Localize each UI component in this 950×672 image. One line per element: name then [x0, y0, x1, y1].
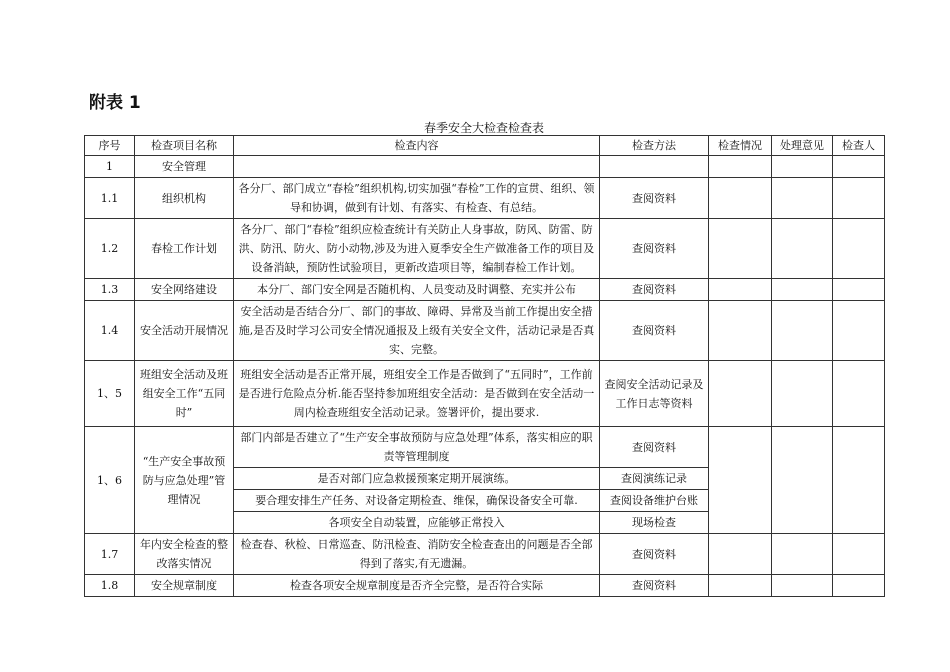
cell-method: 查阅资料 — [600, 219, 709, 279]
cell-method: 查阅安全活动记录及工作日志等资料 — [600, 361, 709, 427]
table-row — [85, 301, 885, 361]
cell-status — [709, 301, 772, 361]
table-caption: 春季安全大检查检查表 — [423, 121, 544, 135]
cell-opinion — [772, 427, 833, 534]
cell-item: 春检工作计划 — [135, 219, 234, 279]
cell-inspector — [833, 219, 885, 279]
cell-content: 各分厂、部门“春检”组织应检查统计有关防止人身事故，防风、防雷、防洪、防汛、防火、防小动物,涉及为进入夏季安全生产做准备工作的项目及设备消缺，预防性试验项目，更新改造项目等，编制春检工作计划。 — [234, 219, 600, 279]
cell-inspector — [833, 534, 885, 575]
cell-method — [600, 156, 709, 178]
cell-opinion — [772, 534, 833, 575]
cell-inspector — [833, 575, 885, 597]
cell-no: 1.1 — [85, 178, 135, 219]
cell-opinion — [772, 219, 833, 279]
cell-method: 现场检查 — [600, 512, 709, 534]
table-row — [85, 178, 885, 219]
header-opinion: 处理意见 — [772, 136, 833, 156]
cell-item: 安全管理 — [135, 156, 234, 178]
cell-content: 检查各项安全规章制度是否齐全完整，是否符合实际 — [234, 575, 600, 597]
cell-status — [709, 575, 772, 597]
cell-content: 检查春、秋检、日常巡查、防汛检查、消防安全检查查出的问题是否全部得到了落实,有无遗漏。 — [234, 534, 600, 575]
cell-item: 组织机构 — [135, 178, 234, 219]
cell-item: 安全活动开展情况 — [135, 301, 234, 361]
cell-method: 查阅资料 — [600, 178, 709, 219]
table-row — [85, 156, 885, 178]
table-row — [85, 427, 885, 468]
cell-content: 各项安全自动装置，应能够正常投入 — [234, 512, 600, 534]
cell-inspector — [833, 156, 885, 178]
table-row — [85, 279, 885, 301]
cell-inspector — [833, 361, 885, 427]
cell-status — [709, 178, 772, 219]
cell-inspector — [833, 301, 885, 361]
cell-method: 查阅演练记录 — [600, 468, 709, 490]
cell-opinion — [772, 156, 833, 178]
cell-method: 查阅资料 — [600, 427, 709, 468]
cell-status — [709, 279, 772, 301]
cell-no: 1、5 — [85, 361, 135, 427]
cell-opinion — [772, 361, 833, 427]
cell-no: 1、6 — [85, 427, 135, 534]
cell-opinion — [772, 301, 833, 361]
cell-status — [709, 361, 772, 427]
cell-content: 班组安全活动是否正常开展，班组安全工作是否做到了“五同时”，工作前是否进行危险点分析.能否坚持参加班组安全活动：是否做到在安全活动一周内检查班组安全活动记录。签署评价，提出要求. — [234, 361, 600, 427]
inspection-table — [84, 135, 885, 597]
header-no: 序号 — [85, 136, 135, 156]
attachment-title: 附表 1 — [89, 93, 141, 113]
cell-opinion — [772, 575, 833, 597]
cell-content: 本分厂、部门安全网是否随机构、人员变动及时调整、充实并公布 — [234, 279, 600, 301]
table-header-row — [85, 136, 885, 156]
cell-inspector — [833, 279, 885, 301]
cell-opinion — [772, 279, 833, 301]
cell-item: 安全网络建设 — [135, 279, 234, 301]
header-content: 检查内容 — [234, 136, 600, 156]
cell-method: 查阅设备维护台账 — [600, 490, 709, 512]
cell-item: “生产安全事故预防与应急处理”管理情况 — [135, 427, 234, 534]
cell-item: 安全规章制度 — [135, 575, 234, 597]
cell-status — [709, 534, 772, 575]
table-row — [85, 219, 885, 279]
cell-item: 年内安全检查的整改落实情况 — [135, 534, 234, 575]
header-item: 检查项目名称 — [135, 136, 234, 156]
cell-content: 部门内部是否建立了“生产安全事故预防与应急处理”体系，落实相应的职责等管理制度 — [234, 427, 600, 468]
header-status: 检查情况 — [709, 136, 772, 156]
cell-status — [709, 219, 772, 279]
table-row — [85, 534, 885, 575]
header-inspector: 检查人 — [833, 136, 885, 156]
cell-content: 安全活动是否结合分厂、部门的事故、障碍、异常及当前工作提出安全措施,是否及时学习公司安全情况通报及上级有关安全文件，活动记录是否真实、完整。 — [234, 301, 600, 361]
cell-no: 1.4 — [85, 301, 135, 361]
cell-no: 1 — [85, 156, 135, 178]
cell-status — [709, 156, 772, 178]
cell-inspector — [833, 427, 885, 534]
cell-content — [234, 156, 600, 178]
cell-no: 1.8 — [85, 575, 135, 597]
cell-method: 查阅资料 — [600, 301, 709, 361]
cell-no: 1.3 — [85, 279, 135, 301]
cell-method: 查阅资料 — [600, 575, 709, 597]
cell-method: 查阅资料 — [600, 279, 709, 301]
cell-no: 1.2 — [85, 219, 135, 279]
cell-opinion — [772, 178, 833, 219]
header-method: 检查方法 — [600, 136, 709, 156]
cell-item: 班组安全活动及班组安全工作“五同时” — [135, 361, 234, 427]
cell-method: 查阅资料 — [600, 534, 709, 575]
cell-content: 各分厂、部门成立“春检”组织机构,切实加强“春检”工作的宣贯、组织、领导和协调，做到有计划、有落实、有检查、有总结。 — [234, 178, 600, 219]
cell-status — [709, 427, 772, 534]
table-row — [85, 575, 885, 597]
cell-content: 要合理安排生产任务、对设备定期检查、维保，确保设备安全可靠. — [234, 490, 600, 512]
cell-content: 是否对部门应急救援预案定期开展演练。 — [234, 468, 600, 490]
cell-inspector — [833, 178, 885, 219]
cell-no: 1.7 — [85, 534, 135, 575]
table-row — [85, 361, 885, 427]
